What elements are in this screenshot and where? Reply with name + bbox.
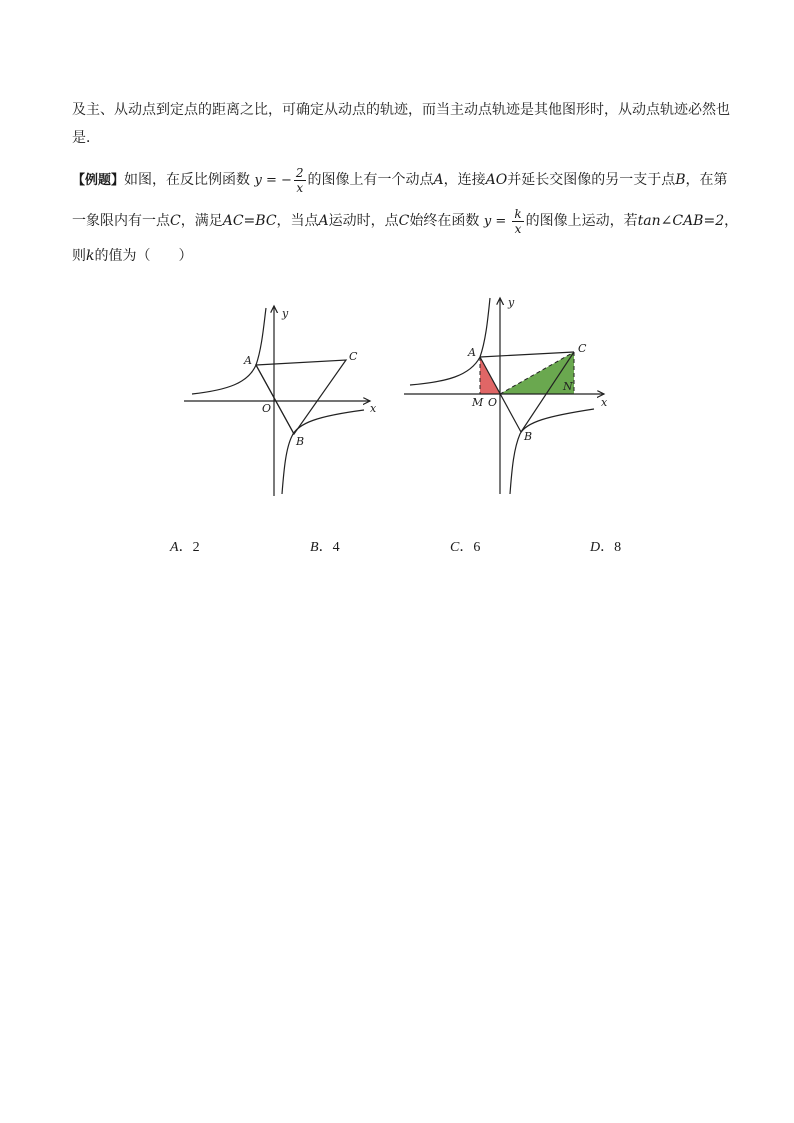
label-m: M (472, 396, 484, 409)
point-c-ref: C (170, 213, 181, 229)
formula-2-eq: = (491, 214, 511, 229)
segment-ab (256, 365, 294, 434)
figure-1 (178, 298, 378, 498)
option-c-value: 6 (473, 540, 481, 555)
formula-2-lhs: y (483, 214, 492, 229)
formula-1-lhs: y (254, 173, 262, 188)
point-a-ref-2: A (318, 213, 329, 229)
label-a: A (468, 346, 476, 359)
formula-1 (254, 166, 307, 195)
label-o: O (262, 402, 272, 415)
label-a: A (244, 354, 252, 367)
option-d-value: 8 (614, 540, 622, 555)
label-b: B (524, 430, 533, 443)
formula-2-den: x (514, 222, 522, 236)
intro-paragraph: 及主、从动点到定点的距离之比，可确定从动点的轨迹，而当主动点轨迹是其他图形时，从动点轨迹必然也是． (72, 102, 730, 146)
text-l2g: ， (724, 213, 739, 229)
formula-2 (483, 207, 526, 236)
option-c-letter: C (450, 540, 460, 555)
example-line-3 (72, 245, 192, 265)
text-l1b: 的图像上有一个动点 (307, 172, 434, 188)
option-b[interactable] (310, 536, 340, 556)
label-b: B (296, 435, 305, 448)
formula-2-fraction (512, 207, 523, 236)
segment-ao-ref: AO (485, 172, 508, 188)
option-d[interactable] (590, 536, 621, 556)
hyperbola-branch-lower-right (510, 409, 594, 494)
text-l2f: 的图像上运动，若 (525, 213, 638, 229)
example-tag: 【例题】 (72, 173, 125, 188)
figure-2 (400, 292, 614, 498)
text-l2b: ，满足 (180, 213, 223, 229)
text-l2d: 运动时，点 (328, 213, 399, 229)
option-a-sep: ． (178, 540, 193, 555)
text-l3a: 则 (72, 248, 86, 264)
condition-text: AC=BC (222, 213, 277, 229)
example-line-1 (72, 166, 728, 195)
point-a-ref: A (433, 172, 444, 188)
formula-1-eq: = − (261, 173, 292, 188)
label-x: x (601, 396, 608, 409)
label-o: O (488, 396, 498, 409)
formula-1-num: 2 (295, 166, 304, 180)
formula-2-num: k (514, 207, 522, 221)
option-a-value: 2 (192, 540, 200, 555)
label-y: y (508, 296, 515, 309)
figure-1-svg (178, 298, 378, 498)
hyperbola-branch-upper-left (410, 298, 490, 385)
text-l2e: 始终在函数 (409, 213, 480, 229)
text-l3b: 的值为（ ） (94, 248, 193, 264)
option-c-sep: ． (459, 540, 474, 555)
text-l1c: ，连接 (443, 172, 486, 188)
formula-1-fraction (294, 166, 306, 195)
label-c: C (578, 342, 587, 355)
point-b-ref: B (675, 172, 686, 188)
segment-ac (480, 352, 574, 357)
option-b-letter: B (310, 540, 319, 555)
option-b-value: 4 (332, 540, 340, 555)
text-l1a: 如图，在反比例函数 (124, 172, 251, 188)
label-y: y (282, 307, 289, 320)
text-l1e: ，在第 (685, 172, 728, 188)
point-c-ref-2: C (398, 213, 410, 229)
option-d-sep: ． (600, 540, 615, 555)
hyperbola-branch-lower-right (282, 410, 364, 494)
answer-options (0, 536, 794, 556)
label-n: N (563, 380, 573, 393)
figure-2-svg (400, 292, 614, 498)
k-ref: k (86, 248, 95, 264)
tan-condition: tan∠CAB=2 (637, 213, 725, 229)
option-b-sep: ． (318, 540, 333, 555)
example-line-2 (72, 207, 738, 236)
option-c[interactable] (450, 536, 480, 556)
label-c: C (349, 350, 358, 363)
text-l1d: 并延长交图像的另一支于点 (507, 172, 676, 188)
hyperbola-branch-upper-left (192, 308, 266, 394)
option-d-letter: D (590, 540, 601, 555)
text-l2c: ，当点 (276, 213, 319, 229)
option-a[interactable] (170, 536, 200, 556)
text-l2a: 一象限内有一点 (72, 213, 170, 229)
option-a-letter: A (170, 540, 179, 555)
triangle-abc (256, 360, 346, 434)
formula-1-den: x (296, 181, 304, 195)
label-x: x (370, 402, 377, 415)
